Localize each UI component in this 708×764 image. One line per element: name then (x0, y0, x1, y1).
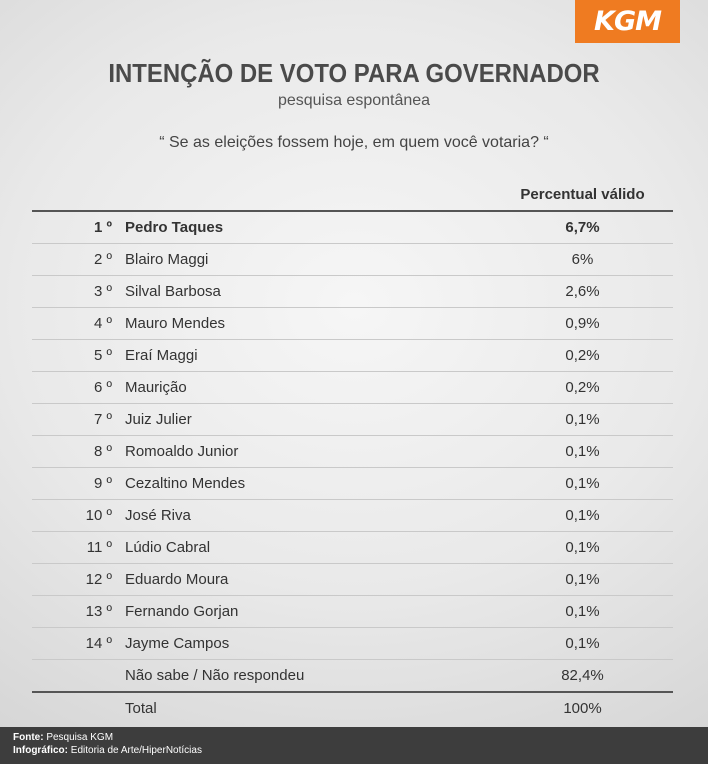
table-row (32, 340, 673, 372)
total-row (32, 693, 673, 724)
table-row (32, 244, 673, 276)
row-candidate: Pedro Taques (125, 219, 224, 236)
table-row (32, 372, 673, 404)
page-subtitle: pesquisa espontânea (277, 92, 431, 109)
page-title: INTENÇÃO DE VOTO PARA GOVERNADOR (108, 58, 600, 88)
row-percent: 0,1% (565, 571, 600, 588)
row-rank: 8 º (94, 443, 112, 460)
row-candidate: Lúdio Cabral (125, 539, 211, 556)
row-candidate: Blairo Maggi (125, 251, 209, 268)
row-candidate: Silval Barbosa (125, 283, 221, 300)
table-row (32, 596, 673, 628)
table-row (32, 276, 673, 308)
row-candidate: Cezaltino Mendes (125, 475, 246, 492)
row-rank: 1 º (94, 219, 112, 236)
table-row (32, 532, 673, 564)
row-rank: 3 º (94, 283, 112, 300)
row-candidate: Não sabe / Não respondeu (125, 667, 305, 684)
row-candidate: Eduardo Moura (125, 571, 229, 588)
footer-infographic (13, 745, 202, 756)
logo-text: KGM (594, 6, 661, 37)
results-table (32, 210, 673, 724)
row-rank: 4 º (94, 315, 112, 332)
table-row (32, 660, 673, 693)
row-candidate: Eraí Maggi (125, 347, 198, 364)
row-rank: 11 º (86, 539, 112, 556)
row-rank: 7 º (94, 411, 112, 428)
total-value: 100% (563, 700, 602, 717)
row-rank: 13 º (85, 603, 112, 620)
row-percent: 0,1% (565, 475, 600, 492)
row-rank: 6 º (94, 379, 112, 396)
footer (0, 727, 708, 764)
row-percent: 0,1% (565, 507, 600, 524)
row-candidate: Juiz Julier (125, 411, 192, 428)
table-row (32, 564, 673, 596)
footer-infographic-label: Infográfico: (13, 745, 68, 756)
row-percent: 0,1% (565, 443, 600, 460)
row-percent: 0,1% (565, 411, 600, 428)
table-row (32, 404, 673, 436)
row-candidate: Maurição (125, 379, 187, 396)
footer-infographic-value: Editoria de Arte/HiperNotícias (68, 745, 202, 756)
row-percent: 0,2% (565, 379, 600, 396)
row-rank: 14 º (85, 635, 112, 652)
table-row (32, 628, 673, 660)
row-candidate: Romoaldo Junior (125, 443, 239, 460)
table-row (32, 308, 673, 340)
row-candidate: José Riva (125, 507, 191, 524)
column-header-percent: Percentual válido (520, 186, 645, 203)
footer-source-value: Pesquisa KGM (43, 732, 114, 743)
row-rank: 2 º (94, 251, 112, 268)
kgm-logo (575, 0, 680, 43)
row-percent: 2,6% (565, 283, 600, 300)
row-percent: 0,1% (565, 635, 600, 652)
row-rank: 12 º (85, 571, 112, 588)
total-label: Total (125, 700, 157, 717)
footer-source (13, 732, 113, 743)
footer-source-label: Fonte: (13, 732, 44, 743)
row-rank: 10 º (85, 507, 112, 524)
row-percent: 82,4% (561, 667, 604, 684)
row-percent: 0,1% (565, 539, 600, 556)
row-candidate: Fernando Gorjan (125, 603, 239, 620)
survey-question: “ Se as eleições fossem hoje, em quem você votaria? “ (159, 134, 549, 151)
row-percent: 0,9% (565, 315, 600, 332)
table-row (32, 468, 673, 500)
row-percent: 6,7% (565, 219, 600, 236)
row-percent: 0,1% (565, 603, 600, 620)
row-candidate: Mauro Mendes (125, 315, 226, 332)
table-row (32, 500, 673, 532)
row-rank: 5 º (94, 347, 112, 364)
table-row (32, 210, 673, 244)
row-rank: 9 º (94, 475, 112, 492)
row-percent: 0,2% (565, 347, 600, 364)
row-candidate: Jayme Campos (125, 635, 230, 652)
row-percent: 6% (571, 251, 594, 268)
table-row (32, 436, 673, 468)
